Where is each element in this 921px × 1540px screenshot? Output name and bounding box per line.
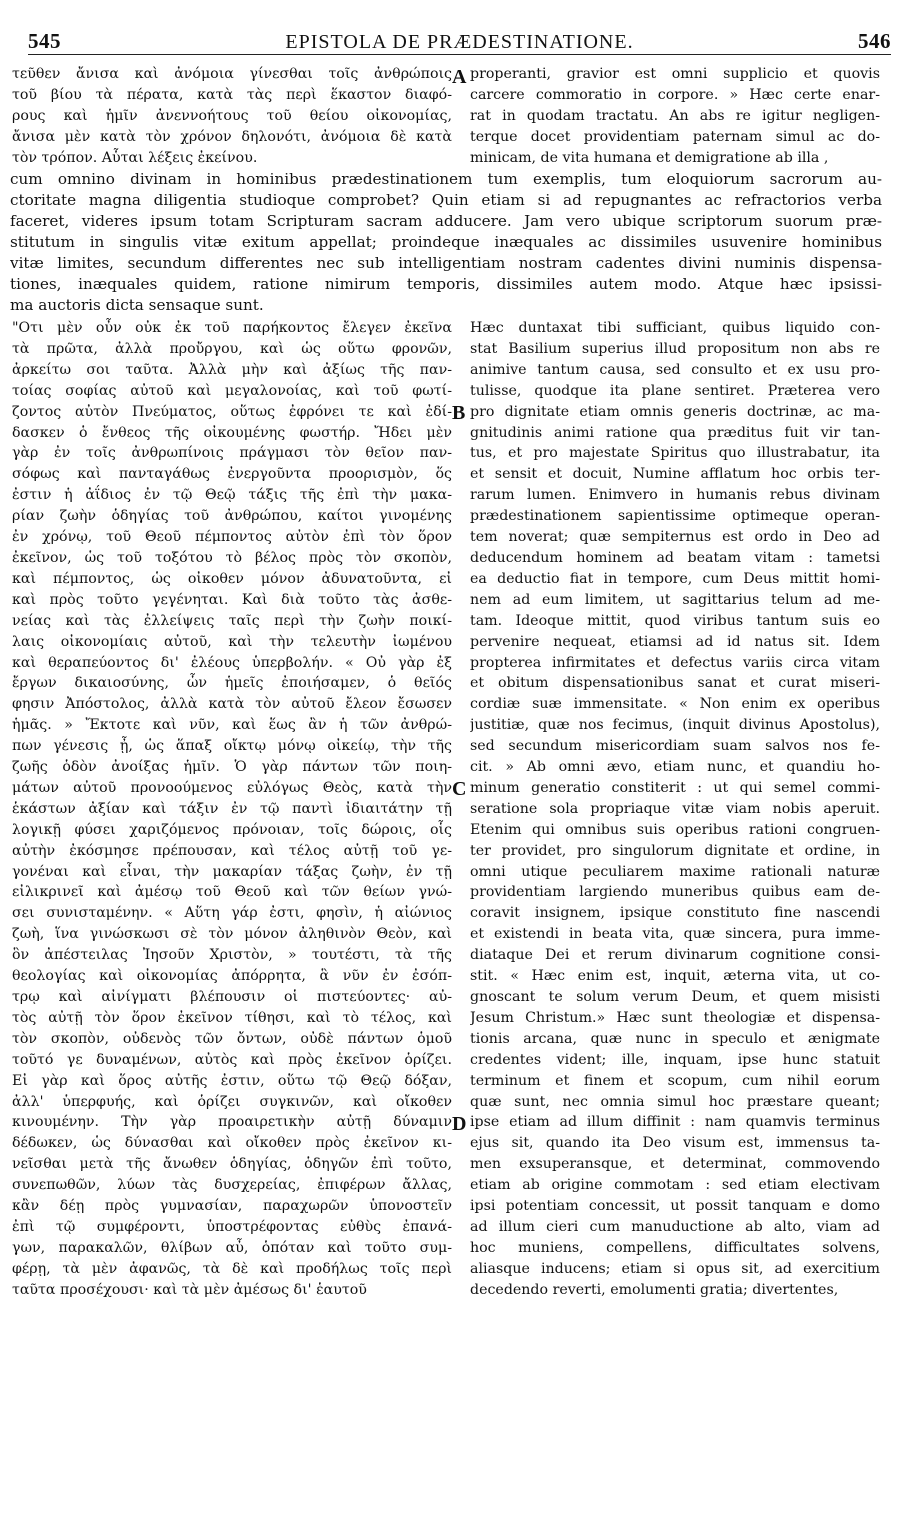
latin-column-main	[470, 318, 880, 1301]
greek-text-line: τοίας σοφίας αὐτοῦ καὶ μεγαλονοίας, καὶ τοῦ φωτί-	[12, 382, 452, 399]
greek-text-line: ἡμᾶς. » Ἔκτοτε καὶ νῦν, καὶ ἕως ἂν ἡ τῶν ἀνθρώ-	[12, 717, 452, 734]
greek-text-line: καὶ θεραπεύοντος δι' ἐλέους ὑπερβολήν. « Οὐ γὰρ ἐξ	[12, 654, 452, 671]
latin-text-line: gnitudinis animi ratione qua præditus fuit vir tan-	[470, 424, 880, 441]
latin-text-line: tem noverat; quæ sempiternus est ordo in Deo ad	[470, 529, 880, 546]
greek-text-line: ρίαν ζωὴν ὁδηγίας τοῦ ἀνθρώπου, καίτοι γινομένης	[12, 508, 452, 525]
latin-text-line: gnoscant te solum verum Deum, et quem misisti	[470, 989, 880, 1005]
greek-text-line: λαις οἰκονομίαις αὐτοῦ, καὶ τὴν τελευτὴν ἰωμένου	[12, 633, 452, 650]
greek-text-line: σόφως καὶ πανταγάθως ἐνεργοῦντα προορισμὸν, ὅς	[12, 466, 452, 483]
latin-text-line: ter providet, pro singulorum dignitate et ordine, in	[470, 842, 880, 859]
latin-text-line: pro dignitate etiam omnis generis doctrinæ, ac ma-	[470, 403, 880, 420]
greek-text-line: Εἰ γὰρ καὶ ὅρος αὐτῆς ἐστιν, οὕτω τῷ Θεῷ δόξαν,	[12, 1072, 452, 1089]
latin-text-line: ejus sit, quando ita Deo visum est, immensus ta-	[470, 1135, 880, 1152]
latin-text-line: pervenire nequeat, etiamsi ad id natus sit. Idem	[470, 633, 880, 650]
latin-text-line: deducendum hominem ad beatam vitam : tametsi	[470, 549, 880, 566]
greek-text-line: ἑκάστων ἀξίαν καὶ τάξιν ἐν τῷ παντὶ ἰδιαιτάτην τῇ	[12, 800, 452, 817]
latin-text-line: ctoritate magna diligentia studioque comprobet? Quin etiam si ad repugnantes ac refractorios verba	[10, 191, 882, 209]
latin-text-line: et sensit et docuit, Numine afflatum hoc orbis ter-	[470, 466, 880, 483]
greek-text-line: ζοντος αὐτὸν Πνεύματος, οὕτως ἐφρόνει τε καὶ ἐδί-	[12, 403, 452, 420]
right-page-number: 546	[857, 29, 891, 53]
greek-text-line: τοῦ βίου τὰ πέρατα, κατὰ τὰς περὶ ἕκαστον διαφό-	[12, 86, 452, 103]
greek-column-main	[12, 318, 452, 1301]
greek-text-line: ταῦτα προσέχουσι· καὶ τὰ μὲν ἀμέσως δι' ἑαυτοῦ	[12, 1281, 367, 1298]
greek-text-line: δασκεν ὁ ἔνθεος τῆς οἰκουμένης φωστήρ. Ἤδει μὲν	[12, 424, 452, 441]
greek-text-line: ἐκεῖνον, ὡς τοῦ τοξότου τὸ βέλος πρὸς τὸν σκοπὸν,	[12, 549, 452, 566]
latin-text-line: terminum et finem et scopum, cum nihil eorum	[470, 1072, 880, 1089]
latin-text-line: tulisse, quodque ita plane sentiret. Præterea vero	[470, 382, 880, 399]
greek-text-line: γονέναι καὶ εἶναι, τὴν μακαρίαν τάξας ζωὴν, ἐν τῇ	[12, 863, 452, 880]
greek-text-line: φέρῃ, τὰ μὲν ἀφανῶς, τὰ δὲ καὶ προδήλως τοῖς περὶ	[12, 1260, 452, 1277]
latin-text-line: cum omnino divinam in hominibus prædestinationem tum exemplis, tum eloquiorum sacrorum au-	[10, 170, 882, 188]
latin-text-line: hoc muniens, compellens, difficultates solvens,	[470, 1239, 880, 1256]
latin-text-line: credentes vident; ille, inquam, ipse hunc statuit	[470, 1051, 880, 1068]
latin-text-line: stit. « Hæc enim est, inquit, æterna vita, ut co-	[470, 968, 880, 985]
latin-text-line: rat in quodam tractatu. An abs re igitur negligen-	[470, 107, 880, 124]
greek-text-line: νείας καὶ τὰς ἐλλείψεις ταῖς περὶ τὴν ζωὴν ποικί-	[12, 612, 452, 629]
latin-text-line: animive tantum causa, sed consulto et ex usu pro-	[470, 361, 880, 378]
greek-text-line: ρους καὶ ἡμῖν ἀνεννοήτους τοῦ θείου οἰκονομίας,	[12, 107, 452, 124]
greek-text-line: "Οτι μὲν οὖν οὐκ ἐκ τοῦ παρήκοντος ἔλεγεν ἐκεῖνα	[12, 320, 452, 336]
greek-text-line: ζωῆς ὁδὸν ἀνοίξας ἡμῖν. Ὁ γὰρ πάντων τῶν ποιη-	[12, 759, 452, 776]
greek-text-line: τρῳ καὶ αἰνίγματι βλέπουσιν οἱ πιστεύοντες· αὐ-	[12, 989, 452, 1005]
margin-marker-a: A	[452, 66, 467, 88]
latin-text-line: stat Basilium superius illud propositum non abs re	[470, 340, 880, 357]
latin-text-line: Hæc duntaxat tibi sufficiant, quibus liquido con-	[470, 320, 880, 336]
greek-text-line: ἐν χρόνῳ, τοῦ Θεοῦ πέμποντος αὐτὸν ἐπὶ τὸν ὅρον	[12, 529, 452, 546]
greek-text-line: λογικῇ φύσει χαριζόμενος πρόνοιαν, τοῖς δώροις, οἷς	[12, 821, 452, 838]
latin-text-line: diataque Dei et rerum divinarum cognitione consi-	[470, 947, 880, 964]
greek-text-line: κἂν δέῃ πρὸς γυμνασίαν, παραχωρῶν ὑπονοστεῖν	[12, 1198, 452, 1215]
latin-text-line: ipse etiam ad illum diffinit : nam quamvis terminus	[470, 1114, 880, 1131]
latin-text-line: tus, et pro majestate Spiritus quo illustrabatur, ita	[470, 445, 880, 462]
latin-text-line: ipsi potentiam concessit, ut possit tanquam e domo	[470, 1198, 880, 1215]
latin-text-line: minicam, de vita humana et demigratione ab illa ,	[470, 149, 829, 166]
latin-text-line: cit. » Ab omni ævo, etiam nunc, et quandiu ho-	[470, 759, 880, 776]
greek-text-line: ἐστιν ἡ ἀΐδιος ἐν τῷ Θεῷ τάξις τῆς ἐπὶ τὴν μακα-	[12, 487, 452, 504]
greek-text-line: ἀλλ' ὑπερφυής, καὶ ὁρίζει συγκινῶν, καὶ οἴκοθεν	[12, 1093, 452, 1110]
latin-text-line: quæ sunt, nec omnia simul hoc præstare queant;	[470, 1093, 880, 1110]
greek-text-line: δέδωκεν, ὡς δύνασθαι καὶ οἴκοθεν πρὸς ἐκεῖνον κι-	[12, 1135, 452, 1152]
latin-text-line: justitiæ, quæ nos fecimus, (inquit divinus Apostolus),	[470, 717, 880, 734]
greek-text-line: καὶ πέμποντος, ὡς οἰκοθεν μόνον ἀδυνατοῦντα, εἰ	[12, 570, 452, 587]
latin-text-line: stitutum in singulis vitæ exitum appellat; proindeque inæquales ac dissimiles usuvenire hominibus	[10, 233, 882, 251]
latin-text-line: rarum lumen. Enimvero in humanis rebus divinam	[470, 487, 880, 504]
latin-text-line: cordiæ suæ immensitate. « Non enim ex operibus	[470, 696, 880, 713]
latin-text-line: men exsuperansque, et determinat, commovendo	[470, 1156, 880, 1173]
latin-text-line: seratione sola propriaque vitæ viam nobis aperuit.	[470, 800, 880, 817]
latin-text-line: coravit insignem, ipsique constituto fine nascendi	[470, 905, 880, 922]
greek-text-line: νεῖσθαι μετὰ τῆς ἄνωθεν ὁδηγίας, ὁδηγῶν ἐπὶ τοῦτο,	[12, 1156, 452, 1173]
latin-text-line: omni utique peculiarem maxime rationali naturæ	[470, 863, 880, 880]
margin-marker-c: C	[452, 778, 467, 800]
latin-text-line: decedendo reverti, emolumenti gratia; divertentes,	[470, 1281, 839, 1298]
latin-text-line: terque docet providentiam paternam simul ac do-	[470, 128, 880, 145]
latin-column-top	[470, 64, 880, 169]
greek-text-line: καὶ πρὸς τοῦτο γεγένηται. Καὶ διὰ τοῦτο τὰς ἀσθε-	[12, 591, 452, 608]
greek-text-line: τὰ πρῶτα, ἀλλὰ προὔργου, καὶ ὡς οὕτω φρονῶν,	[12, 340, 452, 357]
greek-column-top	[12, 64, 452, 169]
greek-text-line: μάτων αὐτοῦ προνοούμενος εὐλόγως Θεὸς, κατὰ τὴν	[12, 779, 452, 796]
latin-text-line: minum generatio constiterit : ut qui semel commi-	[470, 779, 880, 796]
greek-text-line: ὃν ἀπέστειλας Ἰησοῦν Χριστὸν, » τουτέστι, τὰ τῆς	[12, 947, 452, 964]
greek-text-line: τεῦθεν ἄνισα καὶ ἀνόμοια γίνεσθαι τοῖς ἀνθρώποις	[12, 66, 452, 82]
latin-text-line: sed secundum misericordiam suam salvos nos fe-	[470, 738, 880, 755]
latin-text-line: et obitum dispensationibus sanat et curat miseri-	[470, 675, 880, 692]
latin-text-line: prædestinationem sapientissime optimeque operan-	[470, 508, 880, 525]
latin-text-line: Etenim qui omnibus suis operibus rationi congruen-	[470, 821, 880, 838]
greek-text-line: θεολογίας καὶ οἰκονομίας ἀπόρρητα, ἃ νῦν ἐν ἐσόπ-	[12, 968, 452, 985]
latin-text-line: vitæ limites, secundum differentes nec sub intelligentiam nostram cadentes divini numinis dispensa-	[10, 254, 882, 272]
latin-text-line: faceret, videres ipsum totam Scripturam sacram adducere. Jam vero ubique scriptorum suorum præ-	[10, 212, 882, 230]
greek-text-line: τὸν σκοπὸν, οὐδενὸς τῶν ὄντων, οὐδὲ πάντων ὁμοῦ	[12, 1030, 452, 1047]
latin-text-line: Jesum Christum.» Hæc sunt theologiæ et dispensa-	[470, 1009, 880, 1026]
greek-text-line: εἰλικρινεῖ καὶ ἀμέσῳ τοῦ Θεοῦ καὶ τῶν θείων γνώ-	[12, 884, 452, 901]
latin-text-line: tiones, inæquales quidem, ratione nimirum temporis, dissimiles autem modo. Atque hæc ipsissi-	[10, 275, 882, 293]
running-title: EPISTOLA DE PRÆDESTINATIONE.	[285, 31, 634, 53]
latin-text-line: tionis arcana, quæ nunc in speculo et ænigmate	[470, 1030, 880, 1047]
greek-text-line: ζωὴ, ἵνα γινώσκωσι σὲ τὸν μόνον ἀληθινὸν Θεὸν, καὶ	[12, 926, 452, 943]
latin-text-line: aliasque inducens; etiam si opus sit, ad exercitium	[470, 1260, 880, 1277]
full-width-latin-paragraph	[10, 169, 882, 316]
greek-text-line: αὐτὴν ἐκόσμησε πρέπουσαν, καὶ τέλος αὐτῇ τοῦ γε-	[12, 842, 452, 859]
greek-text-line: τὸν τρόπον. Αὗται λέξεις ἐκείνου.	[12, 149, 258, 166]
greek-text-line: ἔργων δικαιοσύνης, ὧν ἡμεῖς ἐποιήσαμεν, ὁ θεῖός	[12, 675, 452, 692]
latin-text-line: et existendi in beata vita, quæ sincera, pura imme-	[470, 926, 880, 943]
greek-text-line: συνεπωθῶν, λύων τὰς δυσχερείας, ἐπιφέρων ἄλλας,	[12, 1177, 452, 1194]
greek-text-line: σει συνισταμένην. « Αὕτη γάρ ἐστι, φησὶν, ἡ αἰώνιος	[12, 905, 452, 922]
greek-text-line: πων γένεσις ᾖ, ὡς ἅπαξ οἴκτῳ μόνῳ οἰκείῳ, τὴν τῆς	[12, 738, 452, 755]
latin-text-line: ea deductio fiat in tempore, cum Deus mittit homi-	[470, 570, 880, 587]
latin-text-line: properanti, gravior est omni supplicio et quovis	[470, 66, 880, 82]
latin-text-line: providentiam largiendo muneribus quibus eam de-	[470, 884, 880, 901]
greek-text-line: τοῦτό γε δυναμένων, αὐτὸς καὶ πρὸς ἐκεῖνον ὁρίζει.	[12, 1051, 452, 1068]
running-header	[28, 14, 891, 55]
greek-text-line: γων, παρακαλῶν, θλίβων αὖ, ὁπόταν καὶ τοῦτο συμ-	[12, 1239, 452, 1256]
greek-text-line: ἀρκείτω σοι ταῦτα. Ἀλλὰ μὴν καὶ ἀξίως τῆς παν-	[12, 361, 452, 378]
greek-text-line: τὸς αὐτῇ τὸν ὅρον ἐκεῖνον τίθησι, καὶ τὸ τέλος, καὶ	[12, 1009, 452, 1026]
greek-text-line: ἄνισα μὲν κατὰ τὸν χρόνον δηλονότι, ἀνόμοια δὲ κατὰ	[12, 128, 452, 145]
latin-text-line: etiam ab origine commotam : sed etiam electivam	[470, 1177, 880, 1194]
margin-marker-d: D	[452, 1113, 467, 1135]
left-page-number: 545	[28, 29, 61, 53]
latin-text-line: ad illum cieri cum manuductione ab alto, viam ad	[470, 1218, 880, 1235]
greek-text-line: γὰρ ἐν τοῖς ἀνθρωπίνοις πράγμασι τὸν θεῖον παν-	[12, 445, 452, 462]
greek-text-line: ἐπὶ τῷ συμφέροντι, ὑποστρέφοντας εὐθὺς ἐπανά-	[12, 1218, 452, 1235]
greek-text-line: κινουμένην. Τὴν γὰρ προαιρετικὴν αὐτῇ δύναμιν	[12, 1114, 452, 1131]
latin-text-line: propterea infirmitates et defectus variis circa vitam	[470, 654, 880, 671]
latin-text-line: carcere commoratio in corpore. » Hæc certe enar-	[470, 86, 880, 103]
latin-text-line: ma auctoris dicta sensaque sunt.	[10, 296, 264, 314]
margin-marker-b: B	[452, 402, 466, 424]
latin-text-line: nem ad eum limitem, ut sagittarius telum ad me-	[470, 591, 880, 608]
greek-text-line: φησιν Ἀπόστολος, ἀλλὰ κατὰ τὸν αὐτοῦ ἔλεον ἔσωσεν	[12, 696, 452, 713]
latin-text-line: tam. Ideoque mittit, quod viribus tantum suis eo	[470, 612, 880, 629]
